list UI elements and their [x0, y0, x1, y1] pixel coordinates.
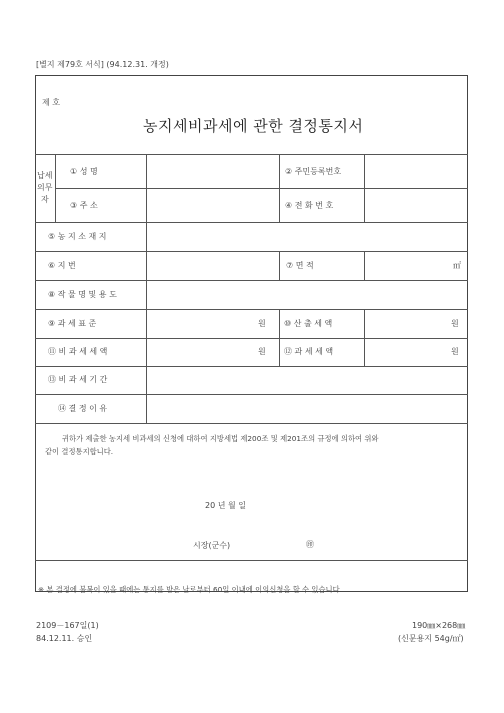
exempt-tax-label: ⑪ 비 과 세 세 액 [48, 347, 108, 356]
tax-base-label: ⑨ 과 세 표 준 [48, 319, 97, 328]
calculated-tax-label: ⑩ 산 출 세 액 [284, 319, 333, 328]
notice-text-line-1: 귀하가 제출한 농지세 비과세의 신청에 대하여 지방세법 제200조 및 제201조의 규정에 의하여 위와 [62, 434, 379, 443]
resident-id-label: ② 주민등록번호 [285, 167, 342, 176]
taxpayer-group-label-3: 자 [41, 195, 49, 204]
decision-reason-label: ⑭ 결 정 이 유 [58, 404, 108, 413]
seal-mark: ㊞ [306, 540, 314, 549]
taxable-amount-label: ⑫ 과 세 세 액 [284, 347, 334, 356]
form-header-note: [별지 제79호 서식] (94.12.31. 개정) [36, 60, 169, 69]
lot-number-field[interactable] [147, 252, 278, 279]
document-number-label: 제 호 [42, 98, 60, 107]
row-divider [35, 423, 468, 424]
paper-type: (신문용지 54g/㎡) [398, 634, 464, 643]
lot-number-label: ⑥ 지 번 [48, 261, 76, 270]
appeal-notice: ※ 본 결정에 불복이 있을 때에는 통지를 받은 날로부터 60일 이내에 이의신청을 할 수 있습니다. [38, 585, 342, 594]
area-field[interactable] [365, 252, 467, 279]
exempt-tax-unit: 원 [258, 347, 266, 356]
crop-use-label: ⑧ 작 물 명 및 용 도 [48, 290, 117, 299]
area-unit: ㎡ [453, 261, 461, 270]
approval-date: 84.12.11. 승인 [36, 634, 93, 643]
form-code: 2109－167일(1) [36, 621, 99, 630]
mayor-label: 시장(군수) [193, 541, 231, 550]
taxable-amount-unit: 원 [451, 347, 459, 356]
row-divider [35, 560, 468, 561]
name-field[interactable] [147, 155, 278, 187]
column-divider [279, 309, 280, 366]
address-label: ③ 주 소 [70, 201, 98, 210]
taxpayer-group-label-1: 납세 [37, 171, 53, 180]
decision-reason-field[interactable] [147, 395, 467, 422]
phone-field[interactable] [365, 189, 467, 221]
date-line: 20 년 월 일 [205, 501, 246, 510]
column-divider [279, 251, 280, 280]
area-label: ⑦ 면 적 [286, 261, 314, 270]
calculated-tax-unit: 원 [451, 319, 459, 328]
notice-text-line-2: 같이 결정통지합니다. [45, 447, 114, 456]
tax-base-unit: 원 [258, 319, 266, 328]
taxpayer-group-label-2: 의무 [37, 183, 53, 192]
phone-label: ④ 전 화 번 호 [285, 201, 334, 210]
land-location-field[interactable] [147, 223, 467, 250]
resident-id-field[interactable] [365, 155, 467, 187]
crop-use-field[interactable] [147, 281, 467, 308]
column-divider [279, 154, 280, 222]
land-location-label: ⑤ 농 지 소 재 지 [48, 232, 107, 241]
form-title: 농지세비과세에 관한 결정통지서 [143, 117, 364, 135]
column-divider [55, 154, 56, 222]
address-field[interactable] [147, 189, 278, 221]
exempt-period-field[interactable] [147, 367, 467, 393]
paper-size: 190㎜×268㎜ [412, 621, 466, 630]
name-label: ① 성 명 [70, 167, 98, 176]
exempt-period-label: ⑬ 비 과 세 기 간 [48, 375, 108, 384]
